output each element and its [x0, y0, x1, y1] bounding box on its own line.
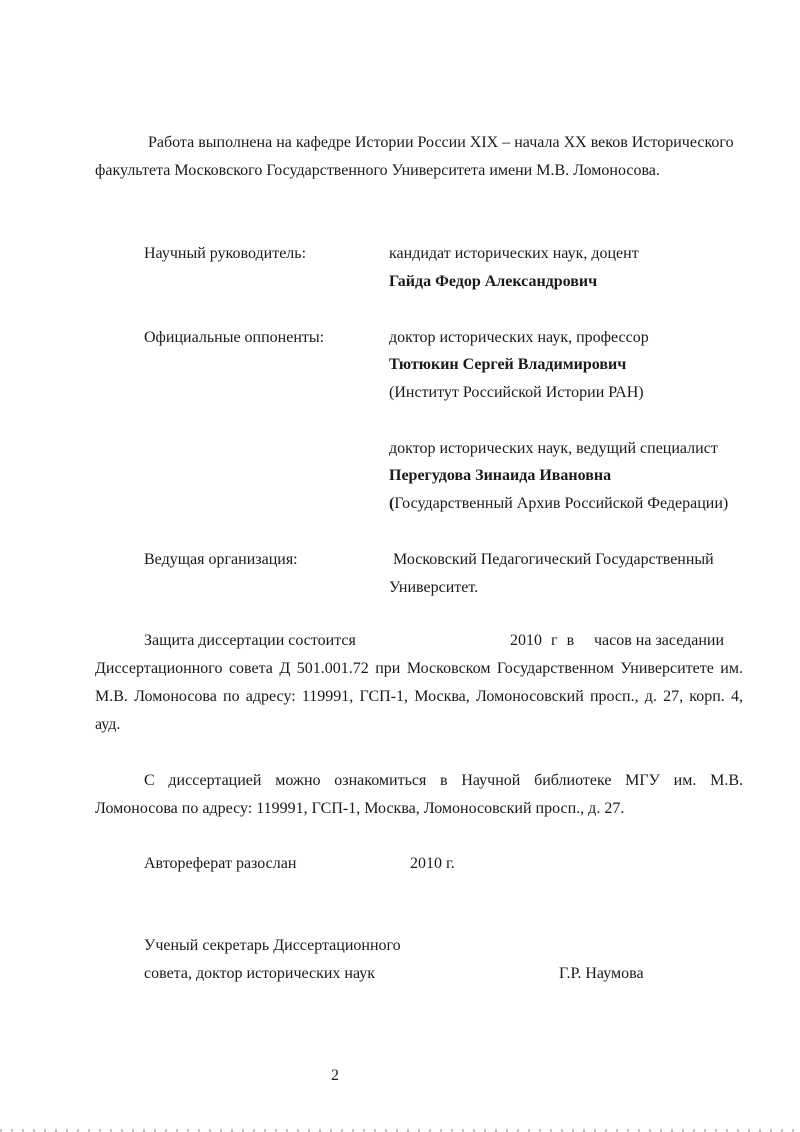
supervisor-degree: кандидат исторических наук, доцент: [389, 245, 639, 262]
defense-line-3: М.В. Ломоносова по адресу: 119991, ГСП-1, Москва, Ломоносовский просп., д. 27, корп. 4,: [95, 688, 743, 705]
supervisor-name: Гайда Федор Александрович: [389, 273, 598, 290]
secretary-name: Г.Р. Наумова: [559, 965, 644, 982]
library-line-1: С диссертацией можно ознакомиться в Научной библиотеке МГУ им. М.В.: [144, 772, 743, 789]
defense-line-4: ауд.: [95, 716, 121, 733]
defense-line-1-year: 2010 г в: [510, 632, 575, 649]
opponent-1-org: (Институт Российской Истории РАН): [389, 384, 644, 401]
library-line-2: Ломоносова по адресу: 119991, ГСП-1, Москва, Ломоносовский просп., д. 27.: [95, 800, 625, 817]
lead-org-line-2: Университет.: [389, 579, 479, 596]
secretary-line-2: совета, доктор исторических наук: [144, 965, 376, 982]
opponent-2-org: [389, 495, 728, 513]
defense-line-1-end: часов на заседании: [594, 632, 725, 649]
secretary-line-1: Ученый секретарь Диссертационного: [144, 937, 401, 954]
abstract-sent-label: Автореферат разослан: [144, 855, 297, 872]
opponents-label: Официальные оппоненты:: [144, 329, 325, 346]
lead-org-label: Ведущая организация:: [144, 551, 298, 568]
opponent-2-org-paren: (: [389, 495, 395, 512]
intro-line-1: Работа выполнена на кафедре Истории России XIX – начала XX веков Исторического: [148, 134, 734, 151]
lead-org-line-1: Московский Педагогический Государственный: [393, 551, 714, 568]
page-number: 2: [331, 1067, 339, 1084]
opponent-1-degree: доктор исторических наук, профессор: [389, 329, 649, 346]
opponent-2-name: Перегудова Зинаида Ивановна: [389, 467, 612, 484]
opponent-2-org-text: Государственный Архив Российской Федерации): [394, 495, 729, 512]
abstract-sent-year: 2010 г.: [410, 855, 455, 872]
supervisor-label: Научный руководитель:: [144, 245, 307, 262]
opponent-2-degree: доктор исторических наук, ведущий специалист: [389, 440, 718, 457]
defense-line-1-start: Защита диссертации состоится: [144, 632, 356, 649]
defense-line-2: Диссертационного совета Д 501.001.72 при Московском Государственном Университете им.: [95, 660, 743, 677]
intro-line-2: факультета Московского Государственного Университета имени М.В. Ломоносова.: [95, 162, 660, 179]
opponent-1-name: Тютюкин Сергей Владимирович: [389, 356, 627, 373]
